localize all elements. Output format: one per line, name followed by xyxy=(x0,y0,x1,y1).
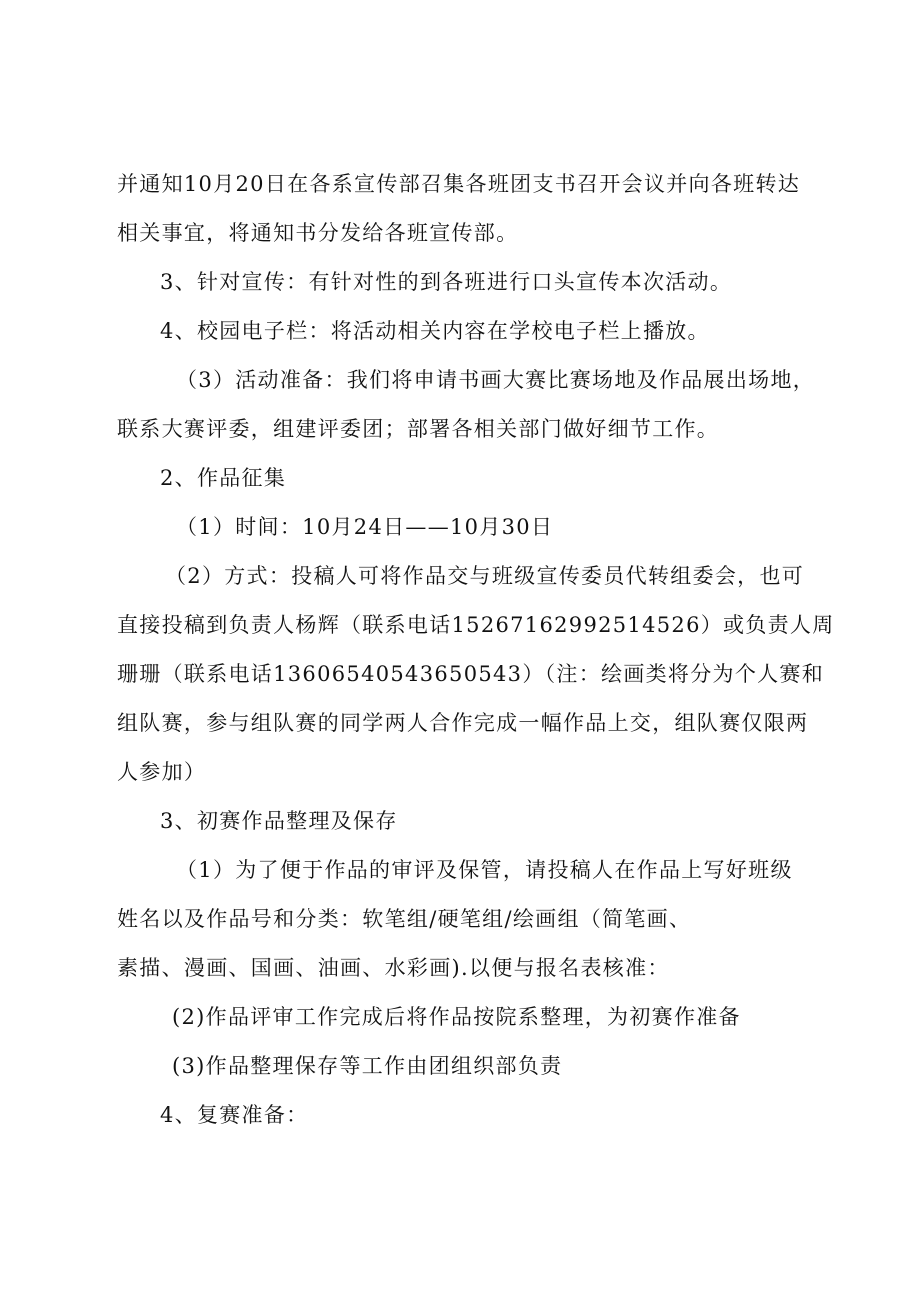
section-heading: 3、初赛作品整理及保存 xyxy=(160,809,398,833)
paragraph-line: 姓名以及作品号和分类：软笔组/硬笔组/绘画组（简笔画、 xyxy=(117,907,692,931)
paragraph-line: （3）活动准备：我们将申请书画大赛比赛场地及作品展出场地， xyxy=(176,368,816,392)
section-heading: 2、作品征集 xyxy=(160,466,287,490)
list-item: 4、校园电子栏：将活动相关内容在学校电子栏上播放。 xyxy=(160,319,710,343)
paragraph-line: 人参加） xyxy=(117,760,207,784)
paragraph-line: 联系大赛评委，组建评委团；部署各相关部门做好细节工作。 xyxy=(117,417,720,441)
paragraph-line: 珊珊（联系电话13606540543650543）（注：绘画类将分为个人赛和 xyxy=(117,662,825,686)
paragraph-line: (3)作品整理保存等工作由团组织部负责 xyxy=(172,1054,563,1078)
paragraph-line: 组队赛，参与组队赛的同学两人合作完成一幅作品上交，组队赛仅限两 xyxy=(117,711,809,735)
paragraph-line: （1）时间：10月24日——10月30日 xyxy=(176,515,554,539)
paragraph-line: 并通知10月20日在各系宣传部召集各班团支书召开会议并向各班转达 xyxy=(117,172,801,196)
section-heading: 4、复赛准备： xyxy=(160,1103,309,1127)
list-item: 3、针对宣传：有针对性的到各班进行口头宣传本次活动。 xyxy=(160,270,733,294)
paragraph-line: (2)作品评审工作完成后将作品按院系整理，为初赛作准备 xyxy=(172,1005,741,1029)
paragraph-line: 素描、漫画、国画、油画、水彩画).以便与报名表核准： xyxy=(117,956,670,980)
paragraph-line: 相关事宜，将通知书分发给各班宣传部。 xyxy=(117,221,519,245)
paragraph-line: （1）为了便于作品的审评及保管，请投稿人在作品上写好班级 xyxy=(176,858,793,882)
paragraph-line: （2）方式：投稿人可将作品交与班级宣传委员代转组委会，也可 xyxy=(165,564,805,588)
paragraph-line: 直接投稿到负责人杨辉（联系电话15267162992514526）或负责人周 xyxy=(117,613,835,637)
